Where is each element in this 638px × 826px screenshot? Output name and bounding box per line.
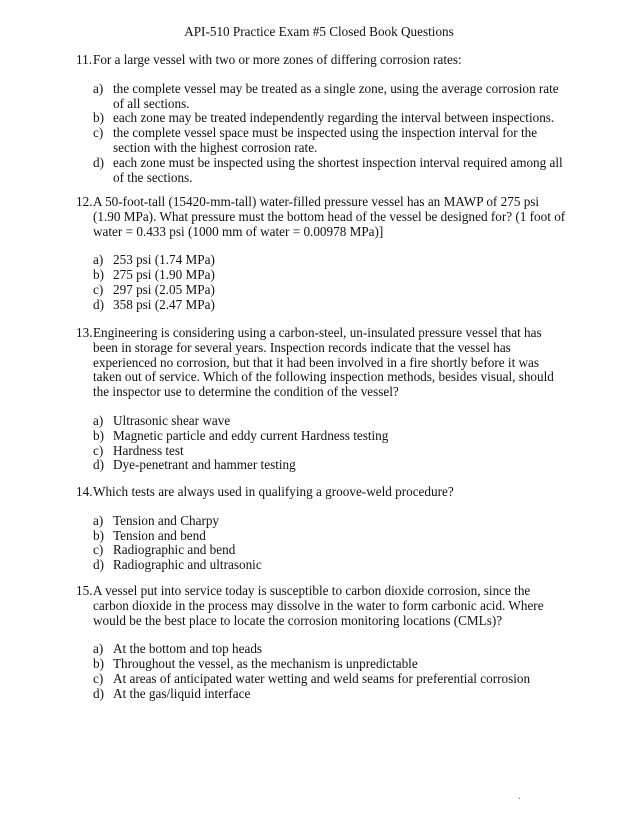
option-text: Hardness test xyxy=(113,442,184,458)
answer-option-c xyxy=(93,444,566,459)
page-header: API-510 Practice Exam #5 Closed Book Questions xyxy=(184,24,454,39)
answer-option-b xyxy=(93,429,566,444)
option-text: At the gas/liquid interface xyxy=(113,685,251,701)
answer-option-a xyxy=(93,253,566,268)
question-15 xyxy=(76,584,566,702)
answer-options xyxy=(76,253,566,312)
option-text: Tension and Charpy xyxy=(113,512,220,528)
option-text: 253 psi (1.74 MPa) xyxy=(113,252,215,268)
answer-options xyxy=(76,514,566,573)
answer-option-a xyxy=(93,82,566,112)
question-stem xyxy=(76,53,566,68)
option-text: 275 psi (1.90 MPa) xyxy=(113,267,215,283)
answer-option-b xyxy=(93,268,566,283)
option-letter: d) xyxy=(93,154,104,170)
option-text: the complete vessel may be treated as a single zone, using the average corrosion rate of all sections. xyxy=(113,80,559,111)
option-letter: c) xyxy=(93,542,104,558)
option-letter: d) xyxy=(93,457,104,473)
answer-options xyxy=(76,414,566,473)
answer-option-b xyxy=(93,657,566,672)
answer-option-c xyxy=(93,543,566,558)
answer-options xyxy=(76,82,566,186)
option-letter: b) xyxy=(93,110,104,126)
question-text: Which tests are always used in qualifying a groove-weld procedure? xyxy=(93,484,454,499)
option-text: Ultrasonic shear wave xyxy=(113,412,231,428)
question-text: A vessel put into service today is susceptible to carbon dioxide corrosion, since the carbon dioxide in the process may dissolve in the water to form carbonic acid. Where would be the best place to locate the corrosion monitoring locations (CMLs)? xyxy=(93,583,544,628)
option-text: At areas of anticipated water wetting and weld seams for preferential corrosion xyxy=(113,670,531,686)
option-letter: b) xyxy=(93,267,104,283)
answer-option-d xyxy=(93,458,566,473)
answer-option-c xyxy=(93,672,566,687)
option-text: Radiographic and ultrasonic xyxy=(113,557,262,573)
answer-option-d xyxy=(93,558,566,573)
option-text: each zone must be inspected using the shortest inspection interval required among all of the sections. xyxy=(113,154,563,185)
option-letter: b) xyxy=(93,656,104,672)
option-letter: a) xyxy=(93,80,104,96)
question-number: 12. xyxy=(76,194,93,209)
answer-options xyxy=(76,642,566,701)
option-text: Tension and bend xyxy=(113,527,206,543)
answer-option-b xyxy=(93,111,566,126)
question-number: 11. xyxy=(76,52,92,67)
question-stem xyxy=(76,485,566,500)
option-letter: b) xyxy=(93,427,104,443)
option-text: 358 psi (2.47 MPa) xyxy=(113,296,215,312)
answer-option-b xyxy=(93,529,566,544)
footer-mark: . xyxy=(518,791,521,802)
option-letter: a) xyxy=(93,412,104,428)
option-letter: c) xyxy=(93,670,104,686)
question-14 xyxy=(76,485,566,573)
option-text: the complete vessel space must be inspected using the inspection interval for the section with the highest corrosion rate. xyxy=(113,125,538,155)
question-text: For a large vessel with two or more zones of differing corrosion rates: xyxy=(93,52,462,67)
option-text: Throughout the vessel, as the mechanism is unpredictable xyxy=(113,656,418,672)
option-text: Magnetic particle and eddy current Hardness testing xyxy=(113,427,389,443)
answer-option-d xyxy=(93,156,566,186)
option-letter: d) xyxy=(93,557,104,573)
option-letter: a) xyxy=(93,512,104,528)
question-13 xyxy=(76,326,566,473)
option-text: 297 psi (2.05 MPa) xyxy=(113,281,215,297)
question-stem xyxy=(76,195,566,239)
answer-option-d xyxy=(93,687,566,702)
answer-option-c xyxy=(93,283,566,298)
option-text: At the bottom and top heads xyxy=(113,641,263,657)
option-letter: c) xyxy=(93,125,104,141)
answer-option-c xyxy=(93,126,566,156)
option-letter: d) xyxy=(93,296,104,312)
question-text: A 50-foot-tall (15420-mm-tall) water-filled pressure vessel has an MAWP of 275 psi (1.90 MPa). What pressure must the bottom head of the vessel be designed for? (1 foot of water = 0.433 psi (1000 mm of water = 0.00978 MPa)] xyxy=(93,194,566,239)
option-letter: b) xyxy=(93,527,104,543)
question-text: Engineering is considering using a carbon-steel, un-insulated pressure vessel that has been in storage for several years. Inspection records indicate that the vessel has experienced no corrosion, but that it had been involved in a fire shortly before it was taken out of service. Which of the following inspection methods, besides visual, should the inspector use to determine the condition of the vessel? xyxy=(93,325,554,400)
question-11 xyxy=(76,53,566,185)
option-text: each zone may be treated independently regarding the interval between inspections. xyxy=(113,110,555,126)
option-text: Dye-penetrant and hammer testing xyxy=(113,457,296,473)
question-number: 13. xyxy=(76,325,93,340)
option-text: Radiographic and bend xyxy=(113,542,236,558)
question-stem xyxy=(76,584,566,628)
option-letter: d) xyxy=(93,685,104,701)
answer-option-d xyxy=(93,298,566,313)
option-letter: c) xyxy=(93,281,104,297)
answer-option-a xyxy=(93,642,566,657)
question-12 xyxy=(76,195,566,313)
question-number: 15. xyxy=(76,583,93,598)
answer-option-a xyxy=(93,414,566,429)
question-stem xyxy=(76,326,566,400)
question-number: 14. xyxy=(76,484,93,499)
option-letter: a) xyxy=(93,641,104,657)
option-letter: c) xyxy=(93,442,104,458)
option-letter: a) xyxy=(93,252,104,268)
answer-option-a xyxy=(93,514,566,529)
